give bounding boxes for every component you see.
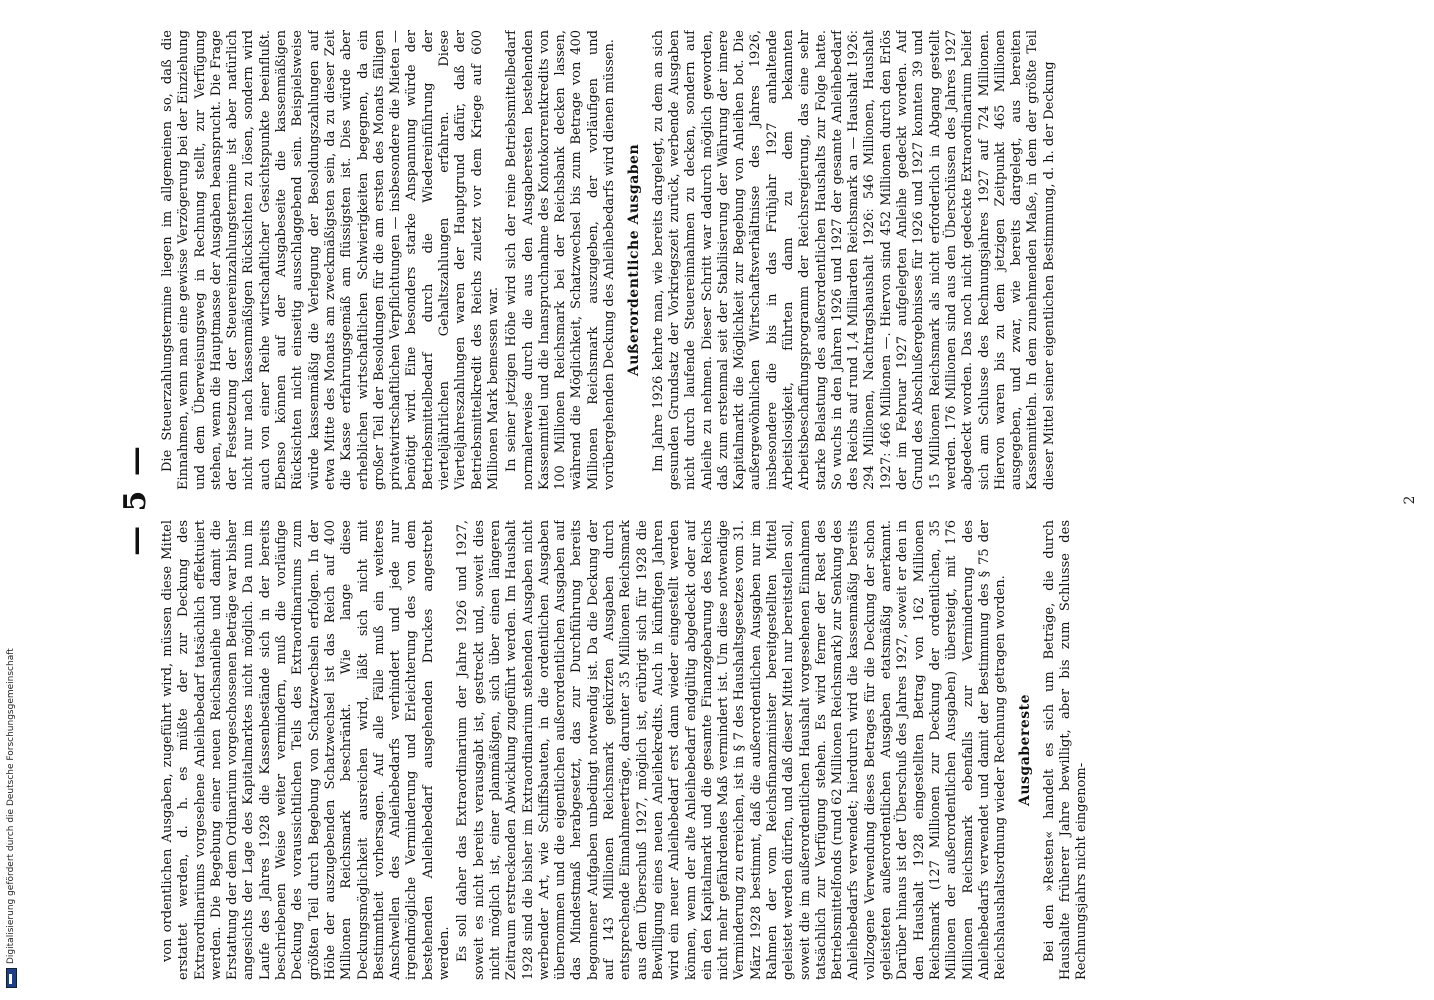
paragraph: In seiner jetzigen Höhe wird sich der reine Betriebsmittelbedarf normalerweise durch die aus den Ausgaberesten bestehenden Kassenmittel und die Inanspruchnahme des Kontokorrentkredits von 100 Millionen Reichsmark bei der Reichsbank decken lassen, während die Möglichkeit, Schatzwechsel bis zum Betrage von 400 Millionen Reichsmark auszugeben, der vorläufigen und vorübergehenden Deckung des Anleihebedarfs wird dienen müssen. <box>504 30 618 490</box>
paragraph: Die Steuerzahlungstermine liegen im allgemeinen so, daß die Einnahmen, wenn man eine gewisse Verzögerung bei der Einziehung und dem Überweisungsweg in Rechnung stellt, zur Verfügung stehen, wenn die Hauptmasse der Ausgaben beansprucht. Die Frage der Festsetzung der Steuereinzahlungstermine ist aber natürlich nicht nur nach kassenmäßigen Rücksichten zu lösen, sondern wird auch von einer Reihe wirtschaftlicher Gesichtspunkte beeinflußt. Ebenso können auf der Ausgabeseite die kassenmäßigen Rücksichten nicht einseitig ausschlaggebend sein. Beispielsweise würde kassenmäßig die Verlegung der Besoldungszahlungen auf etwa Mitte des Monats am zweckmäßigsten sein, da zu dieser Zeit die Kasse erfahrungsgemäß am flüssigsten ist. Dies würde aber erheblichen wirtschaftlichen Schwierigkeiten begegnen, da ein großer Teil der Besoldungen für die am ersten des Monats fälligen privatwirtschaftlichen Verpflichtungen — insbesondere die Mieten — benötigt wird. Eine besonders starke Anspannung würde der Betriebsmittelbedarf durch die Wiedereinführung der vierteljährlichen Gehaltszahlungen erfahren. Diese Vierteljahreszahlungen waren der Hauptgrund dafür, daß der Betriebsmittelkredit des Reichs zuletzt vor dem Kriege auf 600 Millionen Mark bemessen war. <box>160 30 501 490</box>
paragraph: von ordentlichen Ausgaben, zugeführt wird, müssen diese Mittel erstattet werden, d. h. es müßte der zur Deckung des Extraordinariums vorgesehene Anleihebedarf tatsächlich effektuiert werden. Die Begebung einer neuen Reichsanleihe und damit die Erstattung der dem Ordinarium vorgeschossenen Beträge war bisher angesichts der Lage des Kapitalmarktes nicht möglich. Da nun im Laufe des Jahres 1928 die Kassenbestände sich in der bereits beschriebenen Weise weiter vermindern, muß die vorläufige Deckung des voraussichtlichen Teils des Extraordinariums zum größten Teil durch Begebung von Schatzwechseln erfolgen. In der Höhe der auszugebenden Schatzwechsel ist das Reich auf 400 Millionen Reichsmark beschränkt. Wie lange diese Deckungsmöglichkeit ausreichen wird, läßt sich nicht mit Bestimmtheit vorhersagen. Auf alle Fälle muß ein weiteres Anschwellen des Anleihebedarfs verhindert und jede nur irgendmögliche Verminderung und Erleichterung des von dem bestehenden Anleihebedarf ausgehenden Druckes angestrebt werden. <box>160 520 453 980</box>
footer-page-number: 2 <box>1402 495 1418 505</box>
section-heading: Außerordentliche Ausgaben <box>626 143 643 377</box>
paragraph: Im Jahre 1926 kehrte man, wie bereits dargelegt, zu dem an sich gesunden Grundsatz der Vorkriegszeit zurück, werbende Ausgaben nicht durch laufende Steuereinnahmen zu decken, sondern auf Anleihe zu nehmen. Dieser Schritt war dadurch möglich geworden, daß zum erstenmal seit der Stabilisierung der Währung der innere Kapitalmarkt die Möglichkeit zur Begebung von Anleihen bot. Die außergewöhnlichen Wirtschaftsverhältnisse des Jahres 1926, insbesondere die bis in das Frühjahr 1927 anhaltende Arbeitslosigkeit, führten dann zu dem bekannten Arbeitsbeschaffungsprogramm der Reichsregierung, das eine sehr starke Belastung des außerordentlichen Haushalts zur Folge hatte. So wuchs in den Jahren 1926 und 1927 der gesamte Anleihebedarf des Reichs auf rund 1,4 Milliarden Reichsmark an — Haushalt 1926: 294 Millionen, Nachtragshaushalt 1926: 546 Millionen, Haushalt 1927: 466 Millionen —. Hiervon sind 452 Millionen durch den Erlös der im Februar 1927 aufgelegten Anleihe gedeckt worden. Auf Grund des Abschlußergebnisses für 1926 und 1927 konnten 39 und 15 Millionen Reichsmark als nicht erforderlich in Abgang gestellt werden. 176 Millionen sind aus den Überschüssen des Jahres 1927 abgedeckt worden. Das noch nicht gedeckte Extraordinarium belief sich am Schlusse des Rechnungsjahres 1927 auf 724 Millionen. Hiervon waren bis zu dem jetzigen Zeitpunkt 465 Millionen ausgegeben, und zwar, wie bereits dargelegt, aus bereiten Kassenmitteln. In dem zunehmenden Maße, in dem der größte Teil dieser Mittel seiner eigentlichen Bestimmung, d. h. der Deckung <box>650 30 1057 490</box>
section-heading: Ausgabereste <box>1017 693 1034 807</box>
page-number: — 5 — <box>118 444 153 556</box>
dfg-logo-icon <box>6 968 17 988</box>
credit-text-wrapper <box>2 0 20 1000</box>
left-column <box>160 520 1360 980</box>
digitization-credit <box>2 0 20 1000</box>
right-column <box>160 30 1360 490</box>
paragraph: Bei den »Resten« handelt es sich um Beträge, die durch Haushalte früherer Jahre bewilligt, aber bis zum Schlusse des Rechnungsjahrs nicht eingenom- <box>1041 520 1090 980</box>
credit-text: Digitalisierung gefördert durch die Deutsche Forschungsgemeinschaft <box>6 648 16 964</box>
paragraph: Es soll daher das Extraordinarium der Jahre 1926 und 1927, soweit es nicht bereits verausgabt ist, gestreckt und, soweit dies nicht möglich ist, einer planmäßigen, sich über einen längeren Zeitraum erstreckenden Abwicklung zugeführt werden. Im Haushalt 1928 sind die bisher im Extraordinarium stehenden Ausgaben nicht werbender Art, wie Schiffsbauten, in die ordentlichen Ausgaben übernommen und die eigentlichen außerordentlichen Ausgaben auf das Mindestmaß herabgesetzt, das zur Durchführung bereits begonnener Aufgaben unbedingt notwendig ist. Da die Deckung der auf 143 Millionen Reichsmark gekürzten Ausgaben durch entsprechende Einnahmeerträge, darunter 35 Millionen Reichsmark aus dem Überschuß 1927, möglich ist, erübrigt sich für 1928 die Bewilligung eines neuen Anleihekredits. Auch in künftigen Jahren wird ein neuer Anleihebedarf erst dann wieder eingestellt werden können, wenn der alte Anleihebedarf endgültig abgedeckt oder auf ein den Kapitalmarkt und die gesamte Finanzgebarung des Reichs nicht mehr gefährdendes Maß vermindert ist. Um diese notwendige Verminderung zu erreichen, ist in § 7 des Haushaltsgesetzes vom 31. März 1928 bestimmt, daß die außerordentlichen Ausgaben nur im Rahmen der vom Reichsfinanzminister bereitgestellten Mittel geleistet werden dürfen, und daß dieser Mittel nur bereitstellen soll, soweit die im außerordentlichen Haushalt vorgesehenen Einnahmen tatsächlich zur Verfügung stehen. Es wird ferner der Rest des Betriebsmittelfonds (rund 62 Millionen Reichsmark) zur Senkung des Anleihebedarfs verwendet; hierdurch wird die kassenmäßig bereits vollzogene Verwendung dieses Betrages für die Deckung der schon geleisteten außerordentlichen Ausgaben etatsmäßig anerkannt. Darüber hinaus ist der Überschuß des Jahres 1927, soweit er den in den Haushalt 1928 eingestellten Betrag von 162 Millionen Reichsmark (127 Millionen zur Deckung der ordentlichen, 35 Millionen der außerordentlichen Ausgaben) übersteigt, mit 176 Millionen Reichsmark ebenfalls zur Verminderung des Anleihebedarfs verwendet und damit der Bestimmung des § 75 der Reichshaushaltsordnung wieder Rechnung getragen worden. <box>455 520 1009 980</box>
